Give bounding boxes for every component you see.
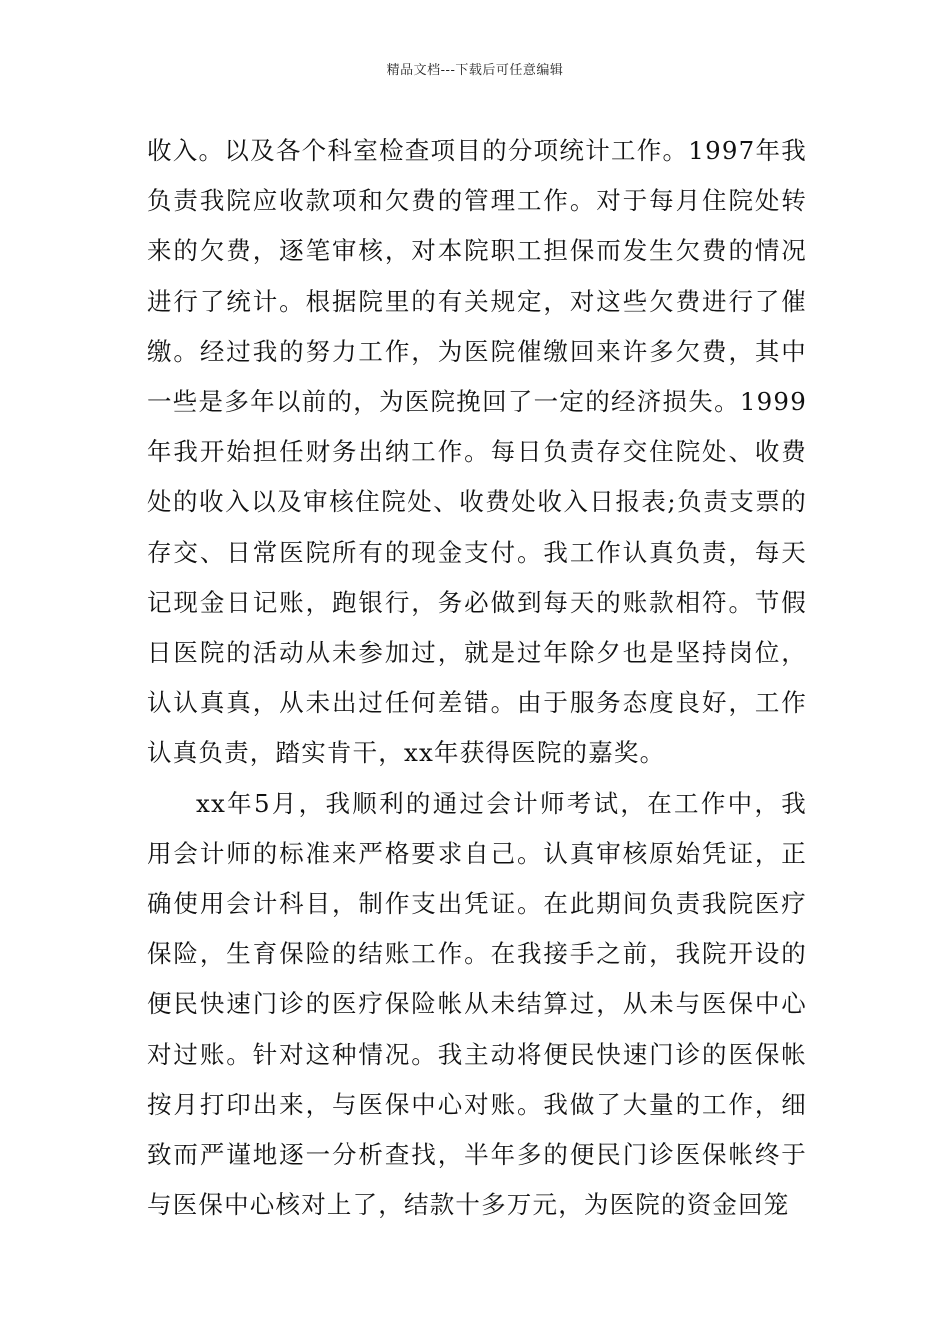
- paragraph-2: xx年5月，我顺利的通过会计师考试，在工作中，我用会计师的标准来严格要求自己。认真审核原始凭证，正确使用会计科目，制作支出凭证。在此期间负责我院医疗保险，生育保险的结账工作。在我接手之前，我院开设的便民快速门诊的医疗保险帐从未结算过，从未与医保中心对过账。针对这种情况。我主动将便民快速门诊的医保帐按月打印出来，与医保中心对账。我做了大量的工作，细致而严谨地逐一分析查找，半年多的便民门诊医保帐终于与医保中心核对上了，结款十多万元，为医院的资金回笼: [147, 788, 807, 1220]
- document-body: [147, 126, 807, 1230]
- page-header: 精品文档---下载后可任意编辑: [386, 63, 564, 78]
- paragraph-1: 收入。以及各个科室检查项目的分项统计工作。1997年我负责我院应收款项和欠费的管理工作。对于每月住院处转来的欠费，逐笔审核，对本院职工担保而发生欠费的情况进行了统计。根据院里的有关规定，对这些欠费进行了催缴。经过我的努力工作，为医院催缴回来许多欠费，其中一些是多年以前的，为医院挽回了一定的经济损失。1999年我开始担任财务出纳工作。每日负责存交住院处、收费处的收入以及审核住院处、收费处收入日报表;负责支票的存交、日常医院所有的现金支付。我工作认真负责，每天记现金日记账，跑银行，务必做到每天的账款相符。节假日医院的活动从未参加过，就是过年除夕也是坚持岗位，认认真真，从未出过任何差错。由于服务态度良好，工作认真负责，踏实肯干，xx年获得医院的嘉奖。: [147, 136, 807, 768]
